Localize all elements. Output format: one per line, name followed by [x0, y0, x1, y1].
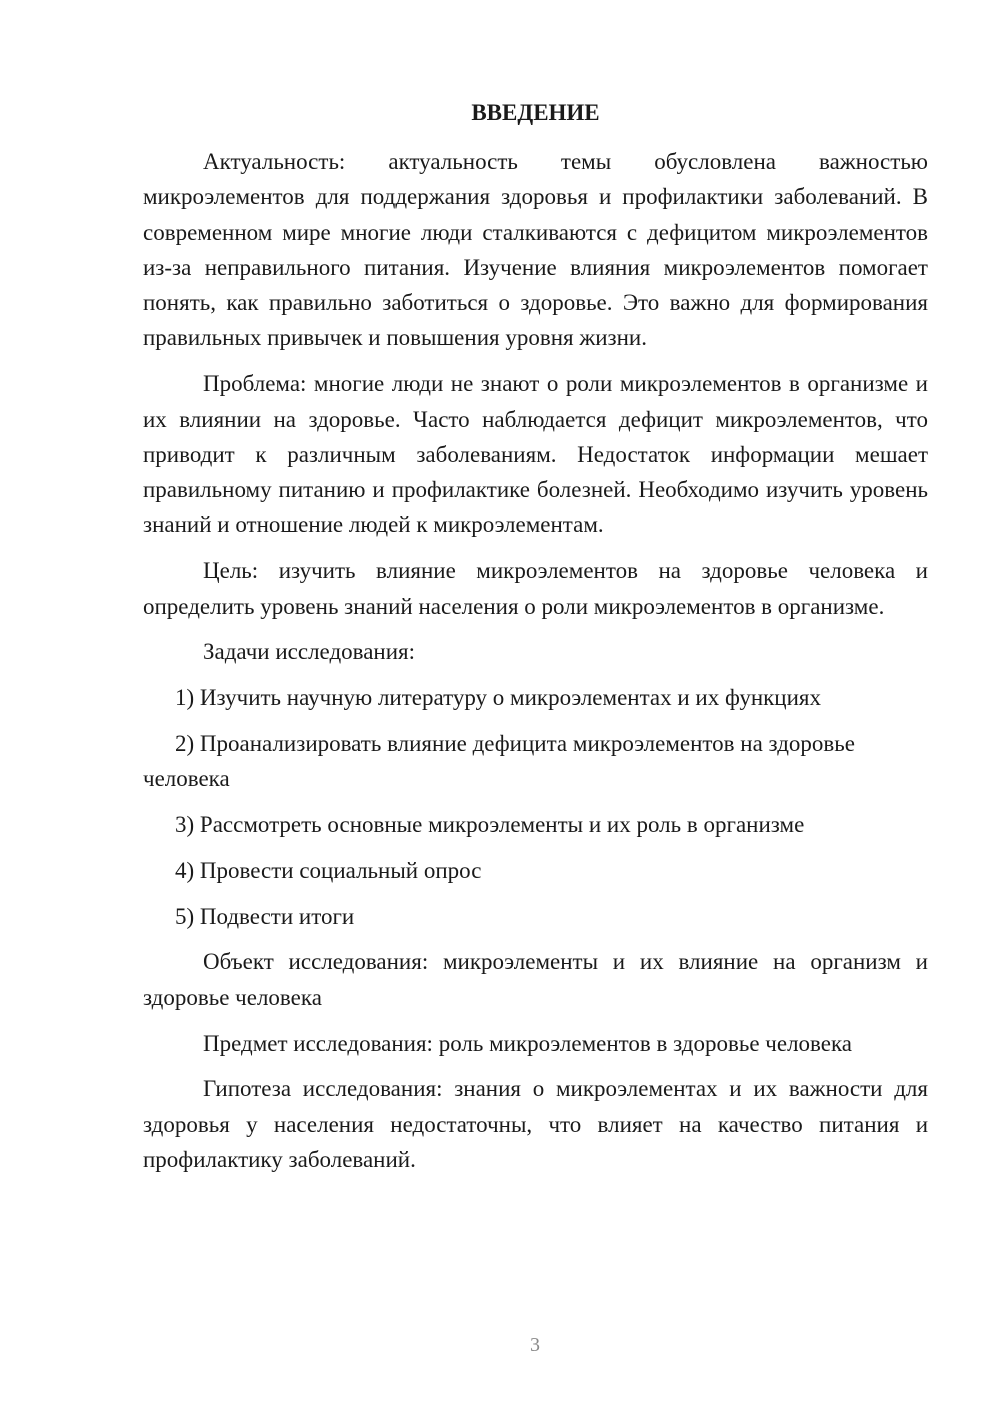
paragraph-goal: Цель: изучить влияние микроэлементов на здоровье человека и определить уровень знаний населения о роли микроэлементов в организме. — [143, 558, 928, 619]
task-item: 1) Изучить научную литературу о микроэлементах и их функциях — [175, 685, 821, 711]
paragraph-tasks-heading: Задачи исследования: — [203, 639, 416, 665]
paragraph-subject: Предмет исследования: роль микроэлементов в здоровье человека — [203, 1030, 853, 1056]
page-number: 3 — [530, 1334, 540, 1356]
document-page — [143, 95, 928, 1188]
paragraph-relevance: Актуальность: актуальность темы обусловлена важностью микроэлементов для поддержания здоровья и профилактики заболеваний. В современном мире многие люди сталкиваются с дефицитом микроэлементов из-за неправильного питания. Изучение влияния микроэлементов помогает понять, как правильно заботиться о здоровье. Это важно для формирования правильных привычек и повышения уровня жизни. — [143, 149, 928, 351]
paragraph-problem: Проблема: многие люди не знают о роли микроэлементов в организме и их влиянии на здоровье. Часто наблюдается дефицит микроэлементов, что приводит к различным заболеваниям. Недостаток информации мешает правильному питанию и профилактике болезней. Необходимо изучить уровень знаний и отношение людей к микроэлементам. — [143, 371, 928, 538]
paragraph-object: Объект исследования: микроэлементы и их влияние на организм и здоровье человека — [143, 949, 928, 1010]
section-heading: ВВЕДЕНИЕ — [471, 100, 600, 125]
task-item: 2) Проанализировать влияние дефицита микроэлементов на здоровье человека — [143, 730, 855, 792]
task-item: 5) Подвести итоги — [175, 903, 355, 929]
task-item: 3) Рассмотреть основные микроэлементы и их роль в организме — [175, 812, 805, 838]
task-item: 4) Провести социальный опрос — [175, 857, 482, 883]
paragraph-hypothesis: Гипотеза исследования: знания о микроэлементах и их важности для здоровья у населения недостаточны, что влияет на качество питания и профилактику заболеваний. — [143, 1076, 928, 1172]
